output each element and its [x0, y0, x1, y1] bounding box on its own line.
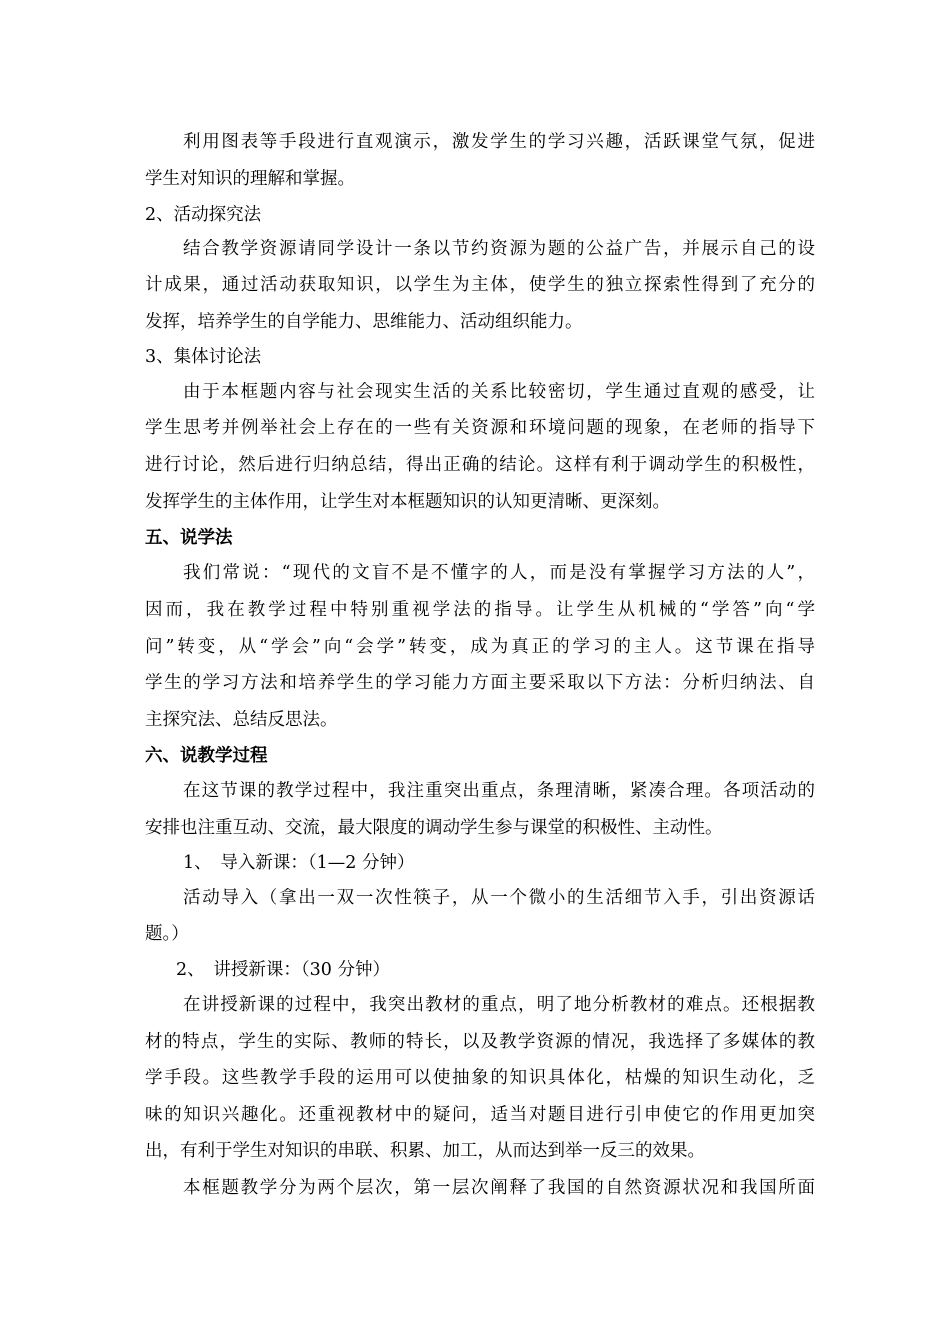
paragraph-line: 本框题教学分为两个层次，第一层次阐释了我国的自然资源状况和我国所面	[183, 1178, 815, 1198]
paragraph-line: 学生思考并例举社会上存在的一些有关资源和环境问题的现象，在老师的指导下	[145, 418, 815, 438]
paragraph-line: 味的知识兴趣化。还重视教材中的疑问，适当对题目进行引申使它的作用更加突	[145, 1105, 815, 1125]
paragraph-line: 由于本框题内容与社会现实生活的关系比较密切，学生通过直观的感受，让	[183, 382, 815, 402]
step-heading: 1、 导入新课：（1—2 分钟）	[183, 853, 415, 873]
section-subheading: 2、活动探究法	[145, 205, 262, 225]
paragraph-line: 学手段。这些教学手段的运用可以使抽象的知识具体化，枯燥的知识生动化，乏	[145, 1068, 815, 1088]
paragraph-line: 问”转变，从“学会”向“会学”转变，成为真正的学习的主人。这节课在指导	[145, 637, 815, 657]
paragraph-line: 计成果，通过活动获取知识，以学生为主体，使学生的独立探索性得到了充分的	[145, 275, 815, 295]
paragraph-line: 结合教学资源请同学设计一条以节约资源为题的公益广告，并展示自己的设	[183, 239, 815, 259]
paragraph-line: 活动导入（拿出一双一次性筷子，从一个微小的生活细节入手，引出资源话	[183, 888, 815, 908]
section-heading: 六、说教学过程	[145, 746, 268, 766]
paragraph-line: 发挥，培养学生的自学能力、思维能力、活动组织能力。	[145, 312, 583, 332]
section-heading: 五、说学法	[145, 528, 233, 548]
paragraph-line: 学生的学习方法和培养学生的学习能力方面主要采取以下方法：分析归纳法、自	[145, 673, 815, 693]
paragraph-line: 学生对知识的理解和掌握。	[145, 169, 355, 189]
paragraph-line: 材的特点，学生的实际、教师的特长，以及教学资源的情况，我选择了多媒体的教	[145, 1032, 815, 1052]
paragraph-line: 题。）	[145, 924, 189, 944]
paragraph-line: 利用图表等手段进行直观演示，激发学生的学习兴趣，活跃课堂气氛，促进	[183, 132, 815, 152]
section-subheading: 3、集体讨论法	[145, 347, 262, 367]
paragraph-line: 因而，我在教学过程中特别重视学法的指导。让学生从机械的“学答”向“学	[145, 600, 815, 620]
paragraph-line: 出，有利于学生对知识的串联、积累、加工，从而达到举一反三的效果。	[145, 1141, 705, 1161]
paragraph-line: 我们常说：“现代的文盲不是不懂字的人，而是没有掌握学习方法的人”，	[183, 563, 815, 583]
step-heading: 2、 讲授新课：（30 分钟）	[176, 960, 390, 980]
paragraph-line: 发挥学生的主体作用，让学生对本框题知识的认知更清晰、更深刻。	[145, 492, 670, 512]
paragraph-line: 进行讨论，然后进行归纳总结，得出正确的结论。这样有利于调动学生的积极性，	[145, 455, 815, 475]
paragraph-line: 安排也注重互动、交流，最大限度的调动学生参与课堂的积极性、主动性。	[145, 818, 723, 838]
paragraph-line: 在讲授新课的过程中，我突出教材的重点，明了地分析教材的难点。还根据教	[183, 995, 815, 1015]
paragraph-line: 主探究法、总结反思法。	[145, 710, 338, 730]
paragraph-line: 在这节课的教学过程中，我注重突出重点，条理清晰，紧凑合理。各项活动的	[183, 781, 815, 801]
